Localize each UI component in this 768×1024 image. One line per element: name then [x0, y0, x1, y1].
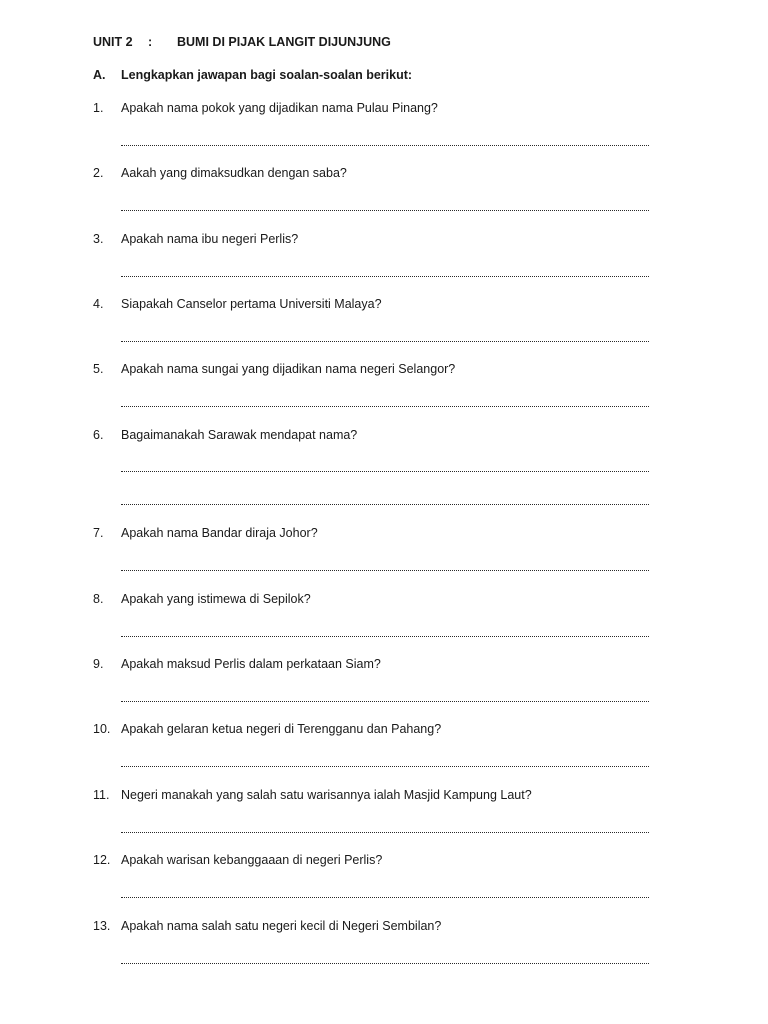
question-text: Bagaimanakah Sarawak mendapat nama? [121, 428, 358, 442]
question-number: 13. [93, 919, 111, 933]
question-text: Negeri manakah yang salah satu warisannya ialah Masjid Kampung Laut? [121, 788, 532, 802]
answer-line[interactable] [121, 341, 649, 342]
answer-line[interactable] [121, 210, 649, 211]
question-text: Apakah maksud Perlis dalam perkataan Siam? [121, 657, 381, 671]
answer-line[interactable] [121, 636, 649, 637]
question-text: Apakah nama sungai yang dijadikan nama negeri Selangor? [121, 362, 456, 376]
question-number: 3. [93, 232, 104, 246]
question-number: 12. [93, 853, 111, 867]
unit-label: UNIT 2 [93, 35, 133, 49]
question-number: 2. [93, 166, 104, 180]
answer-line[interactable] [121, 766, 649, 767]
answer-line[interactable] [121, 145, 649, 146]
question-text: Apakah nama salah satu negeri kecil di Negeri Sembilan? [121, 919, 442, 933]
question-text: Apakah nama Bandar diraja Johor? [121, 526, 318, 540]
answer-line[interactable] [121, 963, 649, 964]
question-number: 5. [93, 362, 104, 376]
answer-line[interactable] [121, 570, 649, 571]
question-text: Siapakah Canselor pertama Universiti Malaya? [121, 297, 382, 311]
question-text: Apakah warisan kebanggaaan di negeri Perlis? [121, 853, 383, 867]
question-text: Apakah gelaran ketua negeri di Terengganu dan Pahang? [121, 722, 442, 736]
question-number: 10. [93, 722, 111, 736]
question-number: 11. [93, 788, 110, 802]
question-number: 6. [93, 428, 104, 442]
answer-line[interactable] [121, 406, 649, 407]
question-number: 7. [93, 526, 104, 540]
question-text: Apakah yang istimewa di Sepilok? [121, 592, 311, 606]
section-instruction: Lengkapkan jawapan bagi soalan-soalan berikut: [121, 68, 413, 82]
question-number: 4. [93, 297, 104, 311]
question-text: Aakah yang dimaksudkan dengan saba? [121, 166, 347, 180]
answer-line[interactable] [121, 897, 649, 898]
question-number: 1. [93, 101, 104, 115]
answer-line[interactable] [121, 471, 649, 472]
question-text: Apakah nama pokok yang dijadikan nama Pulau Pinang? [121, 101, 438, 115]
unit-title: BUMI DI PIJAK LANGIT DIJUNJUNG [177, 35, 391, 49]
section-letter: A. [93, 68, 106, 82]
question-number: 8. [93, 592, 104, 606]
question-text: Apakah nama ibu negeri Perlis? [121, 232, 299, 246]
answer-line[interactable] [121, 504, 649, 505]
answer-line[interactable] [121, 276, 649, 277]
unit-separator: : [148, 35, 153, 49]
answer-line[interactable] [121, 701, 649, 702]
question-number: 9. [93, 657, 104, 671]
answer-line[interactable] [121, 832, 649, 833]
